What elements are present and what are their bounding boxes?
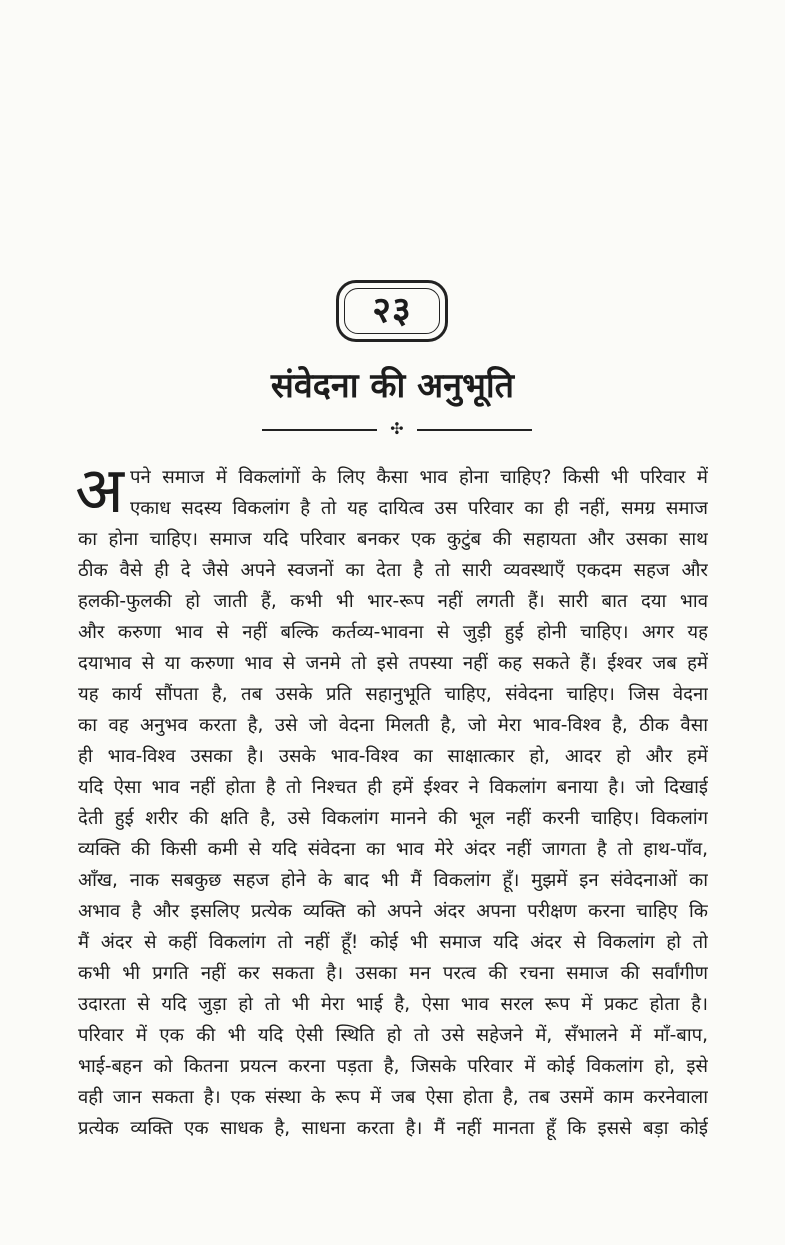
body-line: वही जान सकता है। एक संस्था के रूप में जब ऐसा होता है, तब उसमें काम करनेवाला bbox=[78, 1087, 708, 1108]
body-line: पने समाज में विकलांगों के लिए कैसा भाव होना चाहिए? किसी भी परिवार में bbox=[130, 467, 708, 488]
body-line: का होना चाहिए। समाज यदि परिवार बनकर एक कुटुंब की सहायता और उसका साथ bbox=[78, 529, 708, 550]
body-line: हलकी-फुलकी हो जाती हैं, कभी भी भार-रूप नहीं लगती हैं। सारी बात दया भाव bbox=[78, 591, 708, 612]
body-line: का वह अनुभव करता है, उसे जो वेदना मिलती है, जो मेरा भाव-विश्व है, ठीक वैसा bbox=[78, 715, 708, 736]
body-line: परिवार में एक की भी यदि ऐसी स्थिति हो तो उसे सहेजने में, सँभालने में माँ-बाप, bbox=[78, 1025, 708, 1046]
chapter-number-badge bbox=[336, 280, 448, 342]
body-line: यदि ऐसा भाव नहीं होता है तो निश्चत ही हमें ईश्वर ने विकलांग बनाया है। जो दिखाई bbox=[78, 777, 708, 798]
body-line: अभाव है और इसलिए प्रत्येक व्यक्ति को अपने अंदर अपना परीक्षण करना चाहिए कि bbox=[78, 901, 708, 922]
drop-cap: अ bbox=[75, 454, 124, 528]
body-line: ही भाव-विश्व उसका है। उसके भाव-विश्व का साक्षात्कार हो, आदर हो और हमें bbox=[78, 746, 708, 767]
body-line: मैं अंदर से कहीं विकलांग तो नहीं हूँ! कोई भी समाज यदि अंदर से विकलांग हो तो bbox=[78, 932, 708, 953]
body-line: आँख, नाक सबकुछ सहज होने के बाद भी मैं विकलांग हूँ। मुझमें इन संवेदनाओं का bbox=[78, 870, 708, 891]
body-line: उदारता से यदि जुड़ा हो तो भी मेरा भाई है, ऐसा भाव सरल रूप में प्रकट होता है। bbox=[78, 994, 708, 1015]
body-line: प्रत्येक व्यक्ति एक साधक है, साधना करता है। मैं नहीं मानता हूँ कि इससे बड़ा कोई bbox=[78, 1118, 708, 1139]
body-line: एकाध सदस्य विकलांग है तो यह दायित्व उस परिवार का ही नहीं, समग्र समाज bbox=[130, 498, 708, 519]
title-divider bbox=[262, 420, 532, 438]
body-line: व्यक्ति की किसी कमी से यदि संवेदना का भाव मेरे अंदर नहीं जागता है तो हाथ-पाँव, bbox=[78, 839, 708, 860]
chapter-number: २३ bbox=[372, 290, 412, 331]
body-line: भाई-बहन को कितना प्रयत्न करना पड़ता है, जिसके परिवार में कोई विकलांग हो, इसे bbox=[78, 1056, 708, 1077]
body-line: कभी भी प्रगति नहीं कर सकता है। उसका मन परत्व की रचना समाज की सर्वांगीण bbox=[78, 963, 708, 984]
body-line: देती हुई शरीर की क्षति है, उसे विकलांग मानने की भूल नहीं करनी चाहिए। विकलांग bbox=[78, 808, 708, 829]
chapter-title: संवेदना की अनुभूति bbox=[270, 366, 515, 406]
body-line: ठीक वैसे ही दे जैसे अपने स्वजनों का देता है तो सारी व्यवस्थाएँ एकदम सहज और bbox=[78, 560, 708, 581]
body-line: यह कार्य सौंपता है, तब उसके प्रति सहानुभूति चाहिए, संवेदना चाहिए। जिस वेदना bbox=[78, 684, 708, 705]
divider-ornament-icon: ✣ bbox=[390, 419, 404, 438]
body-line: और करुणा भाव से नहीं बल्कि कर्तव्य-भावना से जुड़ी हुई होनी चाहिए। अगर यह bbox=[78, 622, 708, 643]
body-line: दयाभाव से या करुणा भाव से जनमे तो इसे तपस्या नहीं कह सकते हैं। ईश्वर जब हमें bbox=[78, 653, 708, 674]
divider-line-right bbox=[417, 429, 532, 431]
